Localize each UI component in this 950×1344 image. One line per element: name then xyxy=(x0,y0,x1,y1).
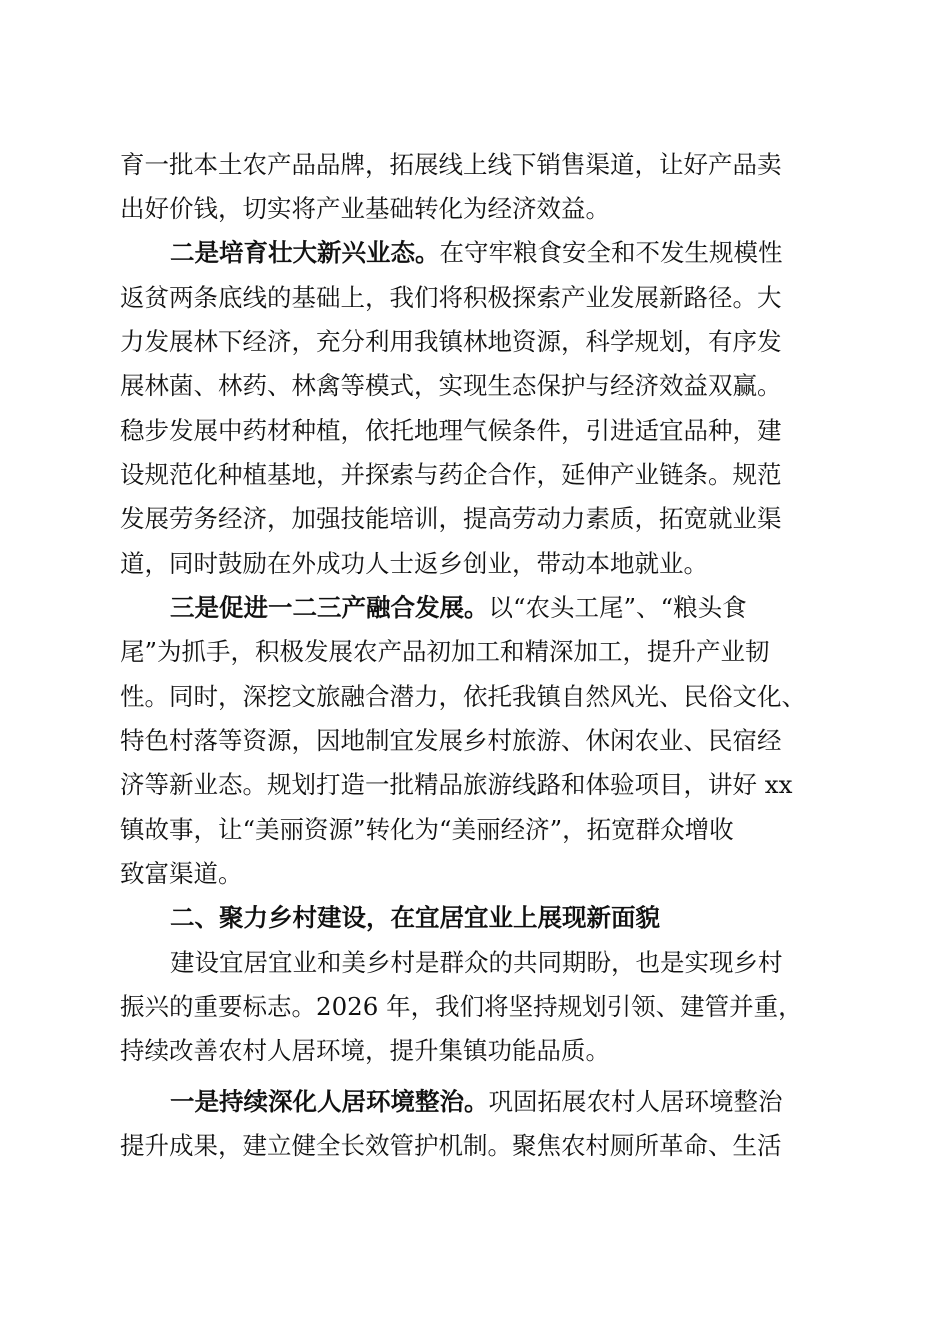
paragraph-text: 济等新业态。规划打造一批精品旅游线路和体验项目，讲好 xx xyxy=(120,770,793,799)
paragraph-lead: 二是培育壮大新兴业态。 xyxy=(170,238,440,267)
paragraph-text: 提升成果，建立健全长效管护机制。聚焦农村厕所革命、生活 xyxy=(120,1131,782,1160)
text-line xyxy=(0,1080,950,1124)
paragraph-text: 振兴的重要标志。2026 年，我们将坚持规划引领、建管并重， xyxy=(120,992,803,1021)
paragraph-text: 以“农头工尾”、“粮头食 xyxy=(488,593,747,622)
paragraph-text: 性。同时，深挖文旅融合潜力，依托我镇自然风光、民俗文化、 xyxy=(120,682,806,711)
paragraph-text: 镇故事，让“美丽资源”转化为“美丽经济”，拓宽群众增收 xyxy=(120,815,734,844)
paragraph-text: 在守牢粮食安全和不发生规模性 xyxy=(439,238,783,267)
text-line xyxy=(0,985,950,1029)
paragraph-first-line xyxy=(170,231,783,275)
text-line xyxy=(0,320,950,364)
section-heading: 二、聚力乡村建设，在宜居宜业上展现新面貌 xyxy=(170,903,660,932)
text-line xyxy=(0,187,950,231)
paragraph-text: 尾”为抓手，积极发展农产品初加工和精深加工，提升产业韧 xyxy=(120,637,770,666)
paragraph-text: 建设宜居宜业和美乡村是群众的共同期盼，也是实现乡村 xyxy=(170,948,783,977)
text-line xyxy=(0,542,950,586)
paragraph-text: 返贫两条底线的基础上，我们将积极探索产业发展新路径。大 xyxy=(120,283,782,312)
text-line xyxy=(0,1029,950,1073)
paragraph-text: 育一批本土农产品品牌，拓展线上线下销售渠道，让好产品卖 xyxy=(120,150,782,179)
text-line xyxy=(0,276,950,320)
text-line xyxy=(0,143,950,187)
paragraph-text: 巩固拓展农村人居环境整治 xyxy=(488,1087,783,1116)
paragraph-lead: 三是促进一二三产融合发展。 xyxy=(170,593,489,622)
paragraph-lead: 一是持续深化人居环境整治。 xyxy=(170,1087,489,1116)
text-line xyxy=(0,364,950,408)
paragraph-text: 特色村落等资源，因地制宜发展乡村旅游、休闲农业、民宿经 xyxy=(120,726,782,755)
paragraph-text: 展林菌、林药、林禽等模式，实现生态保护与经济效益双赢。 xyxy=(120,371,782,400)
text-line xyxy=(0,719,950,763)
text-line xyxy=(0,409,950,453)
text-line xyxy=(0,586,950,630)
paragraph-text: 稳步发展中药材种植，依托地理气候条件，引进适宜品种，建 xyxy=(120,416,782,445)
paragraph-text: 出好价钱，切实将产业基础转化为经济效益。 xyxy=(120,194,610,223)
text-line xyxy=(0,497,950,541)
text-line xyxy=(0,231,950,275)
text-line xyxy=(0,453,950,497)
text-line xyxy=(0,808,950,852)
paragraph-text: 设规范化种植基地，并探索与药企合作，延伸产业链条。规范 xyxy=(120,460,782,489)
text-line xyxy=(0,941,950,985)
text-line xyxy=(0,1124,950,1168)
text-line xyxy=(0,763,950,807)
paragraph-first-line xyxy=(170,586,747,630)
section-heading-line xyxy=(0,896,950,940)
paragraph-first-line xyxy=(170,1080,783,1124)
paragraph-text: 持续改善农村人居环境，提升集镇功能品质。 xyxy=(120,1036,610,1065)
paragraph-text: 道，同时鼓励在外成功人士返乡创业，带动本地就业。 xyxy=(120,549,708,578)
paragraph-text: 致富渠道。 xyxy=(120,859,243,888)
text-line xyxy=(0,675,950,719)
text-line xyxy=(0,630,950,674)
paragraph-text: 发展劳务经济，加强技能培训，提高劳动力素质，拓宽就业渠 xyxy=(120,504,782,533)
paragraph-text: 力发展林下经济，充分利用我镇林地资源，科学规划，有序发 xyxy=(120,327,782,356)
text-line xyxy=(0,852,950,896)
